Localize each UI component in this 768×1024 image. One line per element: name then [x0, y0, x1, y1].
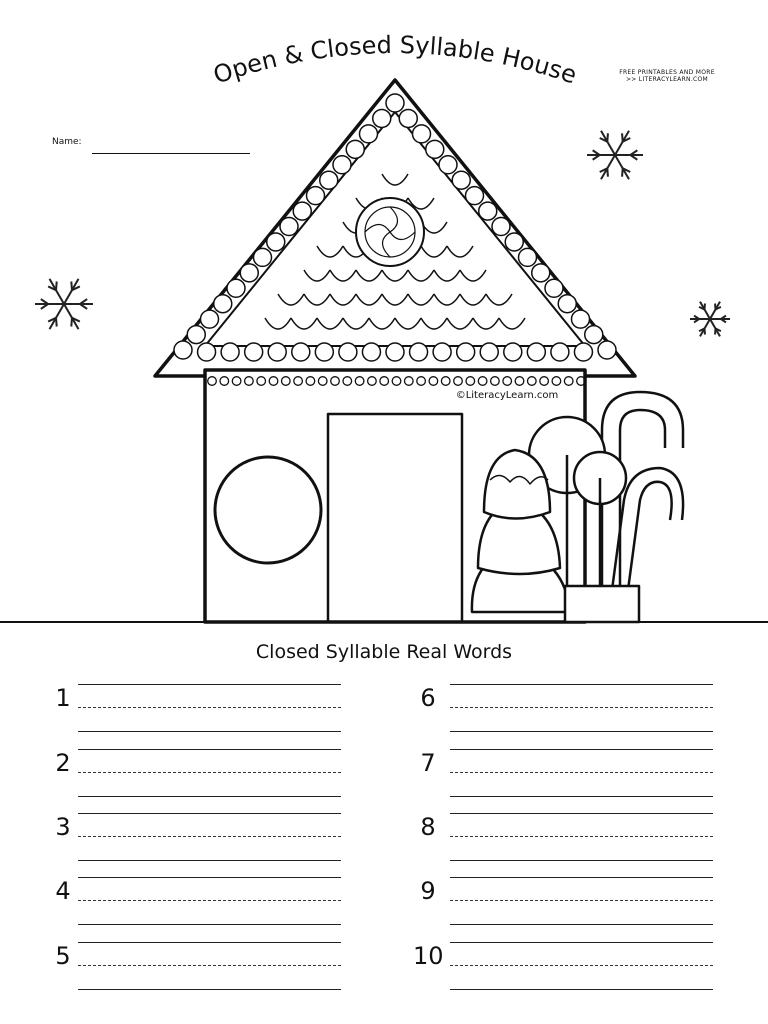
row-number: 4: [55, 877, 71, 905]
row-number: 3: [55, 813, 71, 841]
brand-line-1: FREE PRINTABLES AND MORE: [619, 69, 715, 76]
section-title: Closed Syllable Real Words: [255, 641, 513, 663]
writing-lines[interactable]: [78, 942, 341, 990]
writing-lines[interactable]: [78, 684, 341, 732]
writing-lines[interactable]: [450, 877, 713, 925]
row-number: 7: [420, 749, 436, 777]
answer-row-5: [48, 942, 378, 1002]
answer-row-3: [48, 813, 378, 873]
writing-lines[interactable]: [78, 877, 341, 925]
writing-lines[interactable]: [78, 749, 341, 797]
writing-lines[interactable]: [450, 813, 713, 861]
answer-row-2: [48, 749, 378, 809]
answer-row-4: [48, 877, 378, 937]
answer-row-1: [48, 684, 378, 744]
writing-lines[interactable]: [450, 684, 713, 732]
row-number: 1: [55, 684, 71, 712]
peppermint-candy: [356, 198, 424, 266]
row-number: 8: [420, 813, 436, 841]
brand-line-2: >> LITERACYLEARN.COM: [625, 76, 709, 83]
answer-row-7: [413, 749, 743, 809]
answer-row-8: [413, 813, 743, 873]
writing-lines[interactable]: [450, 749, 713, 797]
candy-base: [565, 586, 639, 622]
row-number: 2: [55, 749, 71, 777]
answer-row-9: [413, 877, 743, 937]
copyright-watermark: ©LiteracyLearn.com: [455, 390, 559, 401]
row-number: 6: [420, 684, 436, 712]
row-number: 10: [413, 942, 444, 970]
ground-line: [0, 621, 768, 623]
writing-lines[interactable]: [78, 813, 341, 861]
writing-lines[interactable]: [450, 942, 713, 990]
answer-row-6: [413, 684, 743, 744]
name-label: Name:: [52, 137, 82, 147]
title-text: Open & Closed Syllable House: [209, 30, 581, 90]
row-number: 5: [55, 942, 71, 970]
answer-row-10: [413, 942, 743, 1002]
row-number: 9: [420, 877, 436, 905]
